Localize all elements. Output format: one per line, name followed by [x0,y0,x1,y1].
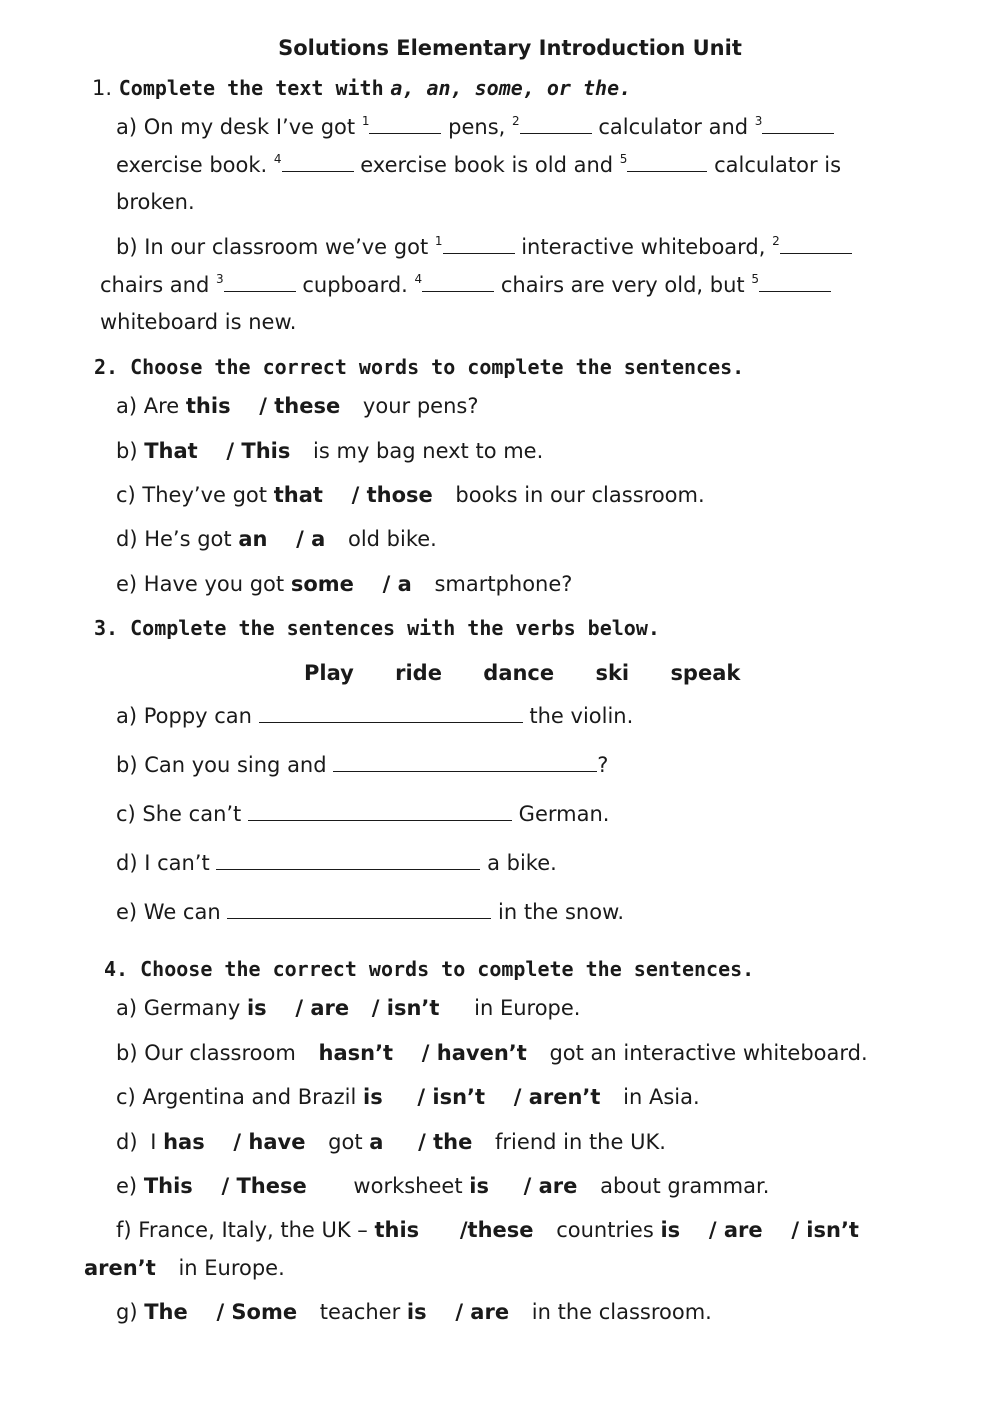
s2-item-c [116,480,705,510]
s4-item-a [116,993,580,1023]
blank[interactable] [369,113,441,134]
option[interactable]: is [363,1085,383,1109]
text: in Europe. [178,1256,285,1280]
s1-b-line-2 [100,270,831,300]
text: a bike. [487,851,557,875]
s4-item-e [116,1171,769,1201]
text: exercise book. [116,153,268,177]
gap-number: 2 [772,234,780,248]
option[interactable]: /these [459,1218,534,1242]
s3-item-d [116,848,557,878]
s4-item-g [116,1297,712,1327]
s1-b-line-3: whiteboard is new. [100,310,297,334]
s2-item-e [116,569,572,599]
option[interactable]: / are [455,1300,510,1324]
option[interactable]: / These [221,1174,307,1198]
option[interactable]: / are [295,996,350,1020]
text: calculator and [598,115,749,139]
option[interactable]: / are [708,1218,763,1242]
section-2-heading: 2. Choose the correct words to complete the sentences. [94,355,745,379]
option[interactable]: / those [351,483,433,507]
s3-item-c [116,799,609,829]
text: the violin. [529,704,634,728]
gap-number: 1 [361,114,370,128]
option[interactable]: / are [523,1174,578,1198]
s2-item-d [116,524,437,554]
gap-number: 1 [434,234,443,248]
blank[interactable] [627,151,707,172]
text: interactive whiteboard, [521,235,766,259]
s1-a-line-1 [116,112,834,142]
answer-blank[interactable] [216,849,480,870]
s1-b-line-1 [116,232,852,262]
text: teacher [319,1300,401,1324]
option[interactable]: some [290,572,354,596]
option[interactable]: This [143,1174,193,1198]
section-3-heading: 3. Complete the sentences with the verbs below. [94,616,660,640]
verb: speak [670,661,741,685]
text: b) Can you sing and [116,753,327,777]
s3-item-b [116,750,608,780]
option[interactable]: that [273,483,323,507]
text: e) We can [116,900,221,924]
text: worksheet [353,1174,463,1198]
option[interactable]: / aren’t [513,1085,601,1109]
page-title: Solutions Elementary Introduction Unit [278,36,742,60]
s3-item-a [116,701,633,731]
text: got [328,1130,363,1154]
text: in the classroom. [531,1300,712,1324]
option[interactable]: / have [233,1130,306,1154]
option[interactable]: That [144,439,198,463]
text: cupboard. [302,273,408,297]
verb: ride [395,661,442,685]
option[interactable]: The [144,1300,188,1324]
text: f) France, Italy, the UK – [116,1218,368,1242]
text: b) In our classroom we’ve got [116,235,429,259]
text: is my bag next to me. [313,439,544,463]
verb: ski [595,661,630,685]
text: e) Have you got [116,572,285,596]
text: exercise book is old and [360,153,614,177]
blank[interactable] [520,113,592,134]
text: ? [597,753,609,777]
text: in the snow. [498,900,625,924]
s2-item-a [116,391,478,421]
blank[interactable] [762,113,834,134]
text: got an interactive whiteboard. [549,1041,868,1065]
answer-blank[interactable] [227,898,491,919]
option[interactable]: this [374,1218,420,1242]
answer-blank[interactable] [248,800,512,821]
option[interactable]: is [660,1218,681,1242]
option[interactable]: this [185,394,231,418]
text: c) She can’t [116,802,242,826]
text: about grammar. [600,1174,770,1198]
blank[interactable] [422,271,494,292]
text: a) On my desk I’ve got [116,115,356,139]
blank[interactable] [224,271,296,292]
blank[interactable] [443,233,515,254]
answer-blank[interactable] [333,751,597,772]
option[interactable]: an [238,527,268,551]
s1-a-line-3: broken. [116,190,195,214]
option[interactable]: / isn’t [791,1218,859,1242]
text: friend in the UK. [495,1130,666,1154]
section-1-heading-words: a, an, some, or the. [390,76,632,100]
s2-item-b [116,436,543,466]
verb-bank [304,658,740,688]
verb: dance [483,661,555,685]
text: chairs and [100,273,210,297]
gap-number: 3 [216,272,224,286]
text: I [150,1130,157,1154]
s4-item-f-line-2 [84,1253,285,1283]
text: in Asia. [623,1085,700,1109]
option[interactable]: / Some [216,1300,298,1324]
text: calculator is [714,153,842,177]
option[interactable]: / a [296,527,326,551]
text: b) [116,439,138,463]
blank[interactable] [780,233,852,254]
text: books in our classroom. [455,483,705,507]
option[interactable]: is [469,1174,489,1198]
option[interactable]: / these [259,394,341,418]
text: e) [116,1174,138,1198]
option[interactable]: aren’t [84,1256,156,1280]
section-1-number: 1. [92,76,113,100]
option[interactable]: / isn’t [371,996,440,1020]
option[interactable]: / a [382,572,412,596]
gap-number: 4 [273,152,282,166]
gap-number: 4 [414,272,423,286]
s4-item-f-line-1 [116,1215,859,1245]
text: d) I can’t [116,851,210,875]
gap-number: 5 [751,272,759,286]
option[interactable]: / isn’t [417,1085,486,1109]
s4-item-b [116,1038,868,1068]
text: b) Our classroom [116,1041,296,1065]
section-1-heading-text: Complete the text with [118,76,384,100]
answer-blank[interactable] [259,702,523,723]
s1-a-line-2 [116,150,841,180]
blank[interactable] [759,271,831,292]
text: pens, [448,115,506,139]
text: d) [116,1130,138,1154]
text: a) Poppy can [116,704,252,728]
section-4-heading: 4. Choose the correct words to complete the sentences. [104,957,755,981]
option[interactable]: a [369,1130,384,1154]
option[interactable]: has [163,1130,205,1154]
section-1-heading [92,73,631,103]
text: countries [556,1218,654,1242]
option[interactable]: is [246,996,267,1020]
gap-number: 2 [512,114,520,128]
text: c) They’ve got [116,483,268,507]
verb: Play [304,661,354,685]
text: German. [518,802,610,826]
s4-item-d [116,1127,666,1157]
text: g) [116,1300,138,1324]
text: a) Germany [116,996,241,1020]
text: your pens? [362,394,479,418]
option[interactable]: / the [418,1130,473,1154]
s4-item-c [116,1082,700,1112]
gap-number: 5 [619,152,628,166]
option[interactable]: / haven’t [421,1041,527,1065]
blank[interactable] [282,151,354,172]
option[interactable]: is [406,1300,427,1324]
text: d) He’s got [116,527,232,551]
text: in Europe. [474,996,581,1020]
option[interactable]: / This [226,439,291,463]
text: old bike. [347,527,437,551]
gap-number: 3 [754,114,763,128]
text: c) Argentina and Brazil [116,1085,357,1109]
option[interactable]: hasn’t [318,1041,394,1065]
text: a) Are [116,394,180,418]
text: smartphone? [434,572,573,596]
text: chairs are very old, but [500,273,745,297]
s3-item-e [116,897,624,927]
